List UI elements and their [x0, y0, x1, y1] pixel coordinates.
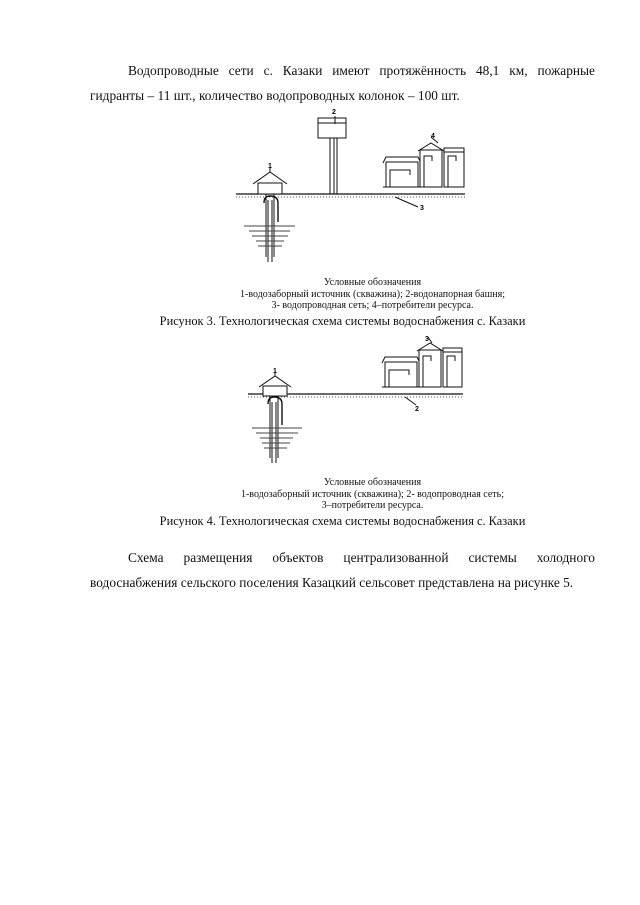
outro-paragraph	[90, 545, 595, 595]
figure3-label-3: 3	[420, 205, 424, 212]
figure4-label-1: 1	[273, 368, 277, 375]
figure3-legend-line1: 1-водозаборный источник (скважина); 2-водонапорная башня;	[240, 288, 505, 300]
figure3-label-2: 2	[332, 109, 336, 116]
figure4-legend-title: Условные обозначения	[323, 477, 422, 488]
intro-paragraph-text: Водопроводные сети с. Казаки имеют протяжённость 48,1 км, пожарные гидранты – 11 шт., количество водопроводных колонок – 100 шт.	[90, 63, 595, 103]
figure4-legend	[90, 477, 595, 512]
figure4-caption: Рисунок 4. Технологическая схема системы водоснабжения с. Казаки	[159, 514, 526, 528]
figure4-label-3: 3	[425, 336, 429, 343]
figure3-caption: Рисунок 3. Технологическая схема системы водоснабжения с. Казаки	[159, 314, 526, 328]
figure3-label-4: 4	[431, 133, 435, 140]
figure4-legend-line1: 1-водозаборный источник (скважина); 2- водопроводная сеть;	[240, 488, 505, 500]
figure3-legend-title: Условные обозначения	[323, 277, 422, 288]
figure4-legend-line2: 3–потребители ресурса.	[321, 500, 424, 511]
figure3-label-1: 1	[268, 163, 272, 170]
figure4-label-2: 2	[415, 406, 419, 413]
outro-paragraph-text: Схема размещения объектов централизованной системы холодного водоснабжения сельского поселения Казацкий сельсовет представлена на рисунке 5.	[90, 550, 595, 590]
figure3-legend-line2: 3- водопроводная сеть; 4–потребители ресурса.	[271, 300, 474, 311]
